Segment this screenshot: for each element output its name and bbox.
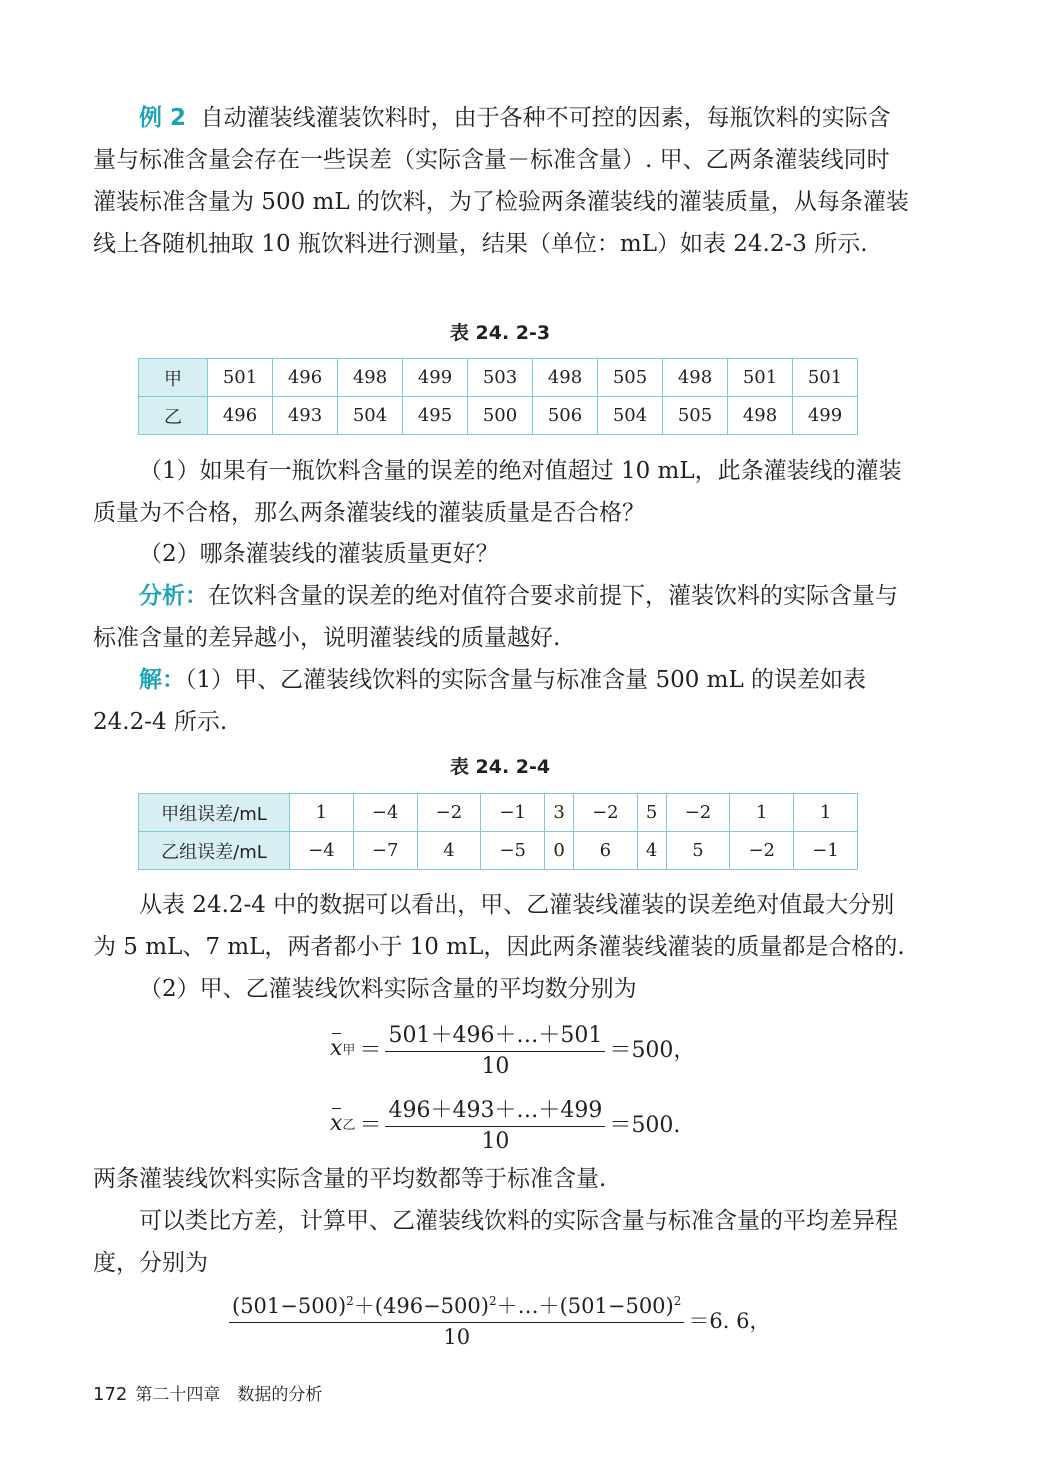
table-cell: 0 (545, 832, 574, 870)
mean-formula-yi (330, 1093, 680, 1154)
table-cell: 495 (403, 397, 468, 435)
page-number: 172 (93, 1384, 128, 1405)
table-cell: 1 (290, 794, 354, 832)
table-cell: 501 (208, 359, 273, 397)
exponent: 2 (488, 1294, 497, 1308)
mean-subscript: 甲 (342, 1043, 356, 1058)
table-cell: 499 (793, 397, 858, 435)
mean-conclusion: 两条灌装线饮料实际含量的平均数都等于标准含量. (93, 1166, 607, 1192)
table1-caption: 表 24. 2-3 (449, 322, 551, 344)
table-cell: 493 (273, 397, 338, 435)
table-cell: −1 (794, 832, 858, 870)
table-cell: −5 (481, 832, 545, 870)
mean-symbol: x (330, 1036, 343, 1061)
table-conclusion: 从表 24.2-4 中的数据可以看出，甲、乙灌装线灌装的误差绝对值最大分别为 5 mL、7 mL，两者都小于 10 mL，因此两条灌装线灌装的质量都是合格的. (93, 892, 905, 960)
table-cell: 496 (273, 359, 338, 397)
table-cell: 5 (637, 794, 666, 832)
fraction-numerator: 496＋493＋…＋499 (385, 1093, 605, 1127)
table-cell: 498 (533, 359, 598, 397)
exponent: 2 (346, 1294, 354, 1308)
table2-row-label: 乙组误差/mL (139, 832, 290, 870)
table-cell: 498 (338, 359, 403, 397)
mean-symbol: x (330, 1111, 343, 1136)
fraction-numerator (229, 1290, 684, 1323)
fraction-denominator: 10 (481, 1129, 510, 1154)
question-2: （2）哪条灌装线的灌装质量更好？ (139, 541, 499, 567)
table-cell: 496 (208, 397, 273, 435)
table2-row-yi (139, 832, 858, 870)
solution-text: （1）甲、乙灌装线饮料的实际含量与标准含量 500 mL 的误差如表 24.2-4 所示. (93, 667, 867, 735)
formula-result: ＝500， (609, 1038, 696, 1063)
formula-result: ＝500. (609, 1113, 681, 1138)
formula-result: ＝6. 6， (688, 1308, 771, 1333)
example-text: 自动灌装线灌装饮料时，由于各种不可控的因素，每瓶饮料的实际含量与标准含量会存在一些误差（实际含量－标准含量）. 甲、乙两条灌装线同时灌装标准含量为 500 mL 的饮料，为了检验两条灌装线的灌装质量，从每条灌装线上各随机抽取 10 瓶饮料进行测量，结果（单位：mL）如表 24.2-3 所示. (93, 105, 909, 257)
table-cell: 498 (663, 359, 728, 397)
table-cell: 1 (730, 794, 794, 832)
table-cell: −7 (353, 832, 417, 870)
fraction-numerator: 501＋496＋…＋501 (385, 1018, 605, 1052)
table-cell: −4 (353, 794, 417, 832)
table1 (138, 358, 858, 435)
equals-sign: ＝ (359, 1038, 382, 1063)
table2-row-label: 甲组误差/mL (139, 794, 290, 832)
table1-row-label: 甲 (139, 359, 208, 397)
fraction (229, 1290, 684, 1349)
page-footer (93, 1380, 322, 1405)
part2-intro: （2）甲、乙灌装线饮料实际含量的平均数分别为 (139, 976, 637, 1002)
table-cell: −2 (730, 832, 794, 870)
analysis-label: 分析： (139, 583, 208, 609)
table-cell: −2 (573, 794, 637, 832)
table-cell: 6 (573, 832, 637, 870)
table-cell: 506 (533, 397, 598, 435)
solution-label: 解： (139, 667, 185, 693)
table-cell: 500 (468, 397, 533, 435)
table-cell: 503 (468, 359, 533, 397)
table1-row-label: 乙 (139, 397, 208, 435)
table-cell: −2 (417, 794, 481, 832)
term: ＋(496−500) (353, 1294, 489, 1318)
example-label: 例 2 (139, 105, 187, 131)
table1-row-jia (139, 359, 858, 397)
table-cell: 5 (666, 832, 730, 870)
variance-formula (225, 1290, 770, 1349)
fraction (385, 1093, 605, 1154)
table-cell: 505 (598, 359, 663, 397)
question-1: （1）如果有一瓶饮料含量的误差的绝对值超过 10 mL，此条灌装线的灌装质量为不合格，那么两条灌装线的灌装质量是否合格？ (93, 458, 902, 526)
table2 (138, 793, 858, 870)
chapter-title: 第二十四章 数据的分析 (135, 1385, 323, 1405)
variance-intro: 可以类比方差，计算甲、乙灌装线饮料的实际含量与标准含量的平均差异程度，分别为 (93, 1208, 898, 1276)
equals-sign: ＝ (359, 1113, 382, 1138)
fraction (385, 1018, 605, 1079)
table-cell: 504 (338, 397, 403, 435)
example-paragraph (93, 97, 909, 265)
table-cell: 498 (728, 397, 793, 435)
table1-row-yi (139, 397, 858, 435)
table2-caption: 表 24. 2-4 (449, 756, 551, 778)
analysis-paragraph (93, 575, 909, 659)
term: (501−500) (232, 1294, 347, 1318)
table-cell: 504 (598, 397, 663, 435)
table2-row-jia (139, 794, 858, 832)
table-cell: 505 (663, 397, 728, 435)
table-cell: −1 (481, 794, 545, 832)
term: ＋…＋(501−500) (496, 1294, 674, 1318)
table-cell: −2 (666, 794, 730, 832)
table-cell: 499 (403, 359, 468, 397)
mean-subscript: 乙 (342, 1118, 356, 1133)
table-cell: −4 (290, 832, 354, 870)
analysis-text: 在饮料含量的误差的绝对值符合要求前提下，灌装饮料的实际含量与标准含量的差异越小，说明灌装线的质量越好. (93, 583, 898, 651)
table-cell: 501 (793, 359, 858, 397)
solution-paragraph (93, 659, 909, 743)
mean-formula-jia (330, 1018, 695, 1079)
table-cell: 1 (794, 794, 858, 832)
table-cell: 501 (728, 359, 793, 397)
exponent: 2 (673, 1294, 682, 1308)
table-cell: 4 (637, 832, 666, 870)
table-cell: 3 (545, 794, 574, 832)
table-cell: 4 (417, 832, 481, 870)
fraction-denominator: 10 (481, 1054, 510, 1079)
fraction-denominator: 10 (443, 1325, 471, 1349)
